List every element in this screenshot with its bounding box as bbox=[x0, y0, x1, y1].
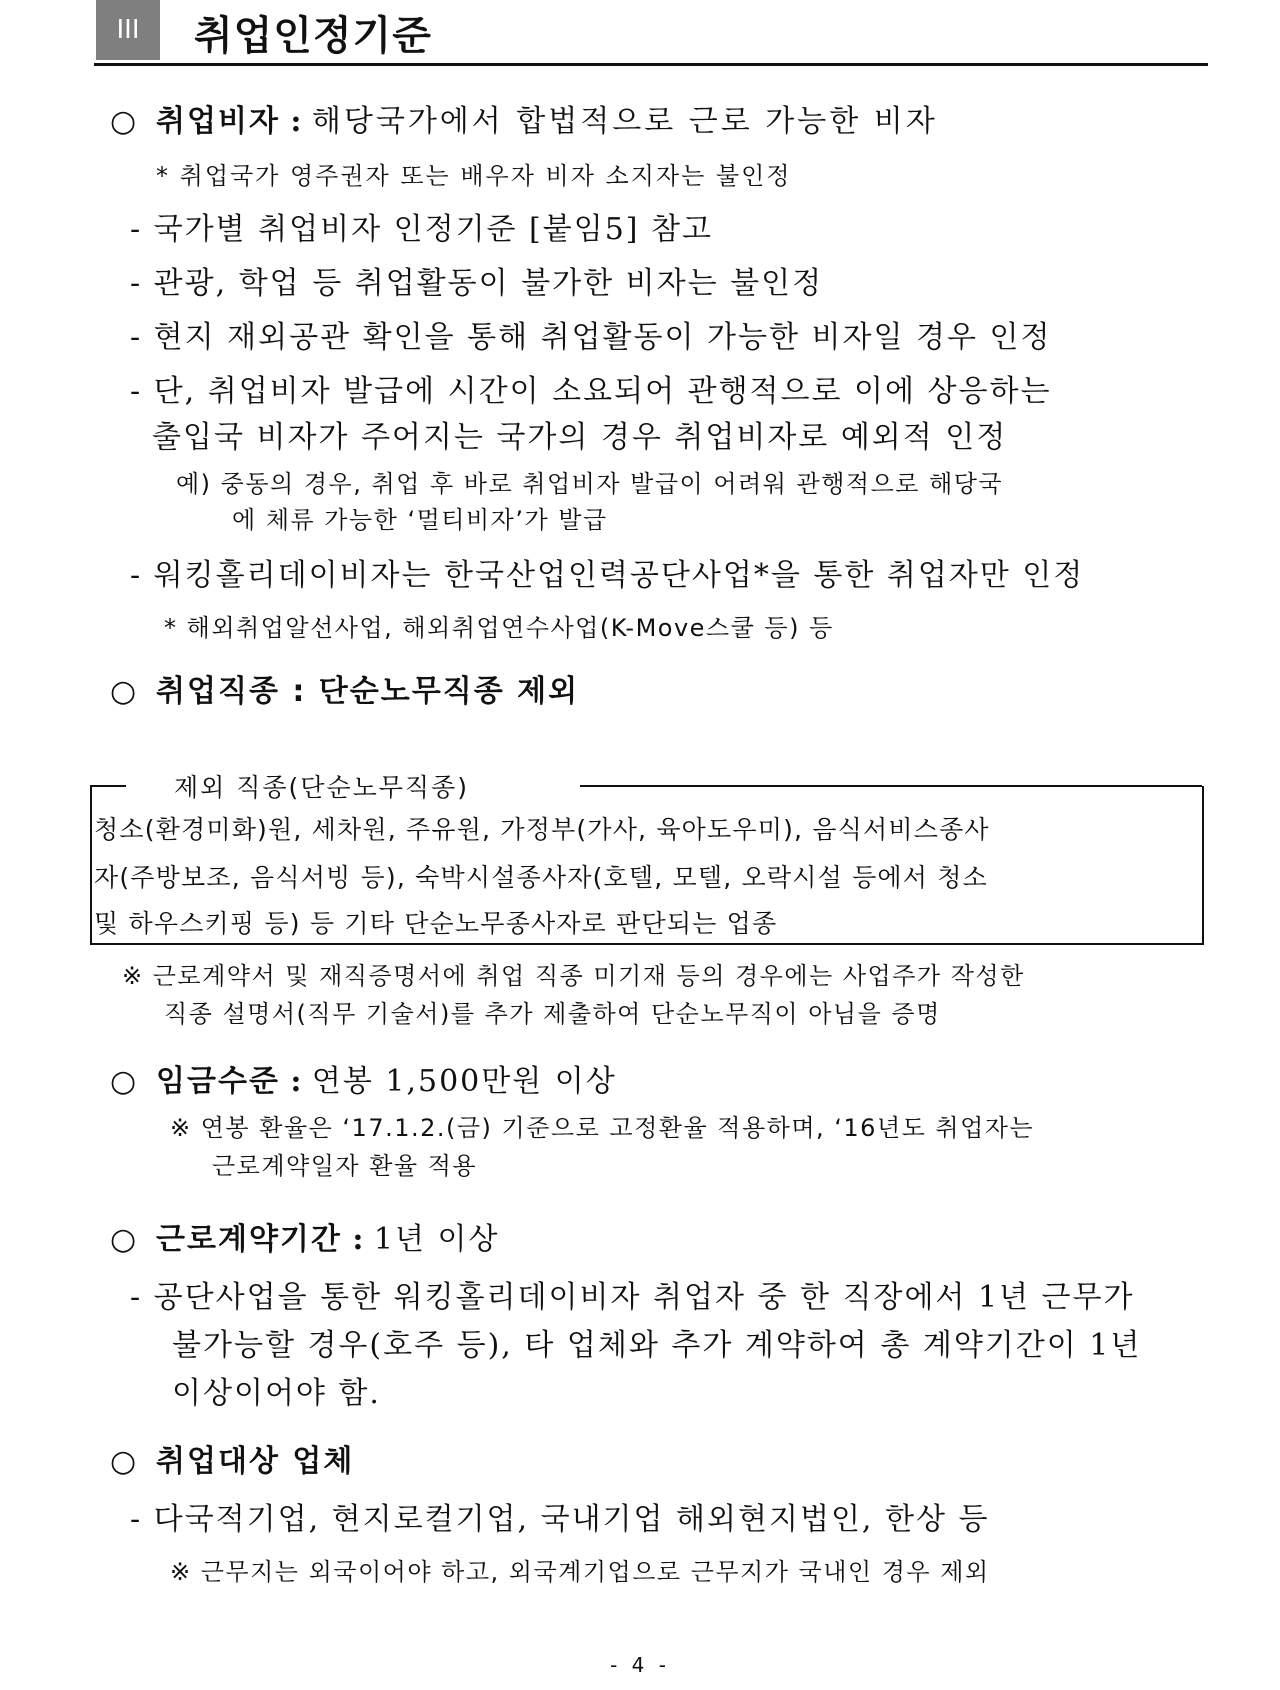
job-heading: 취업직종 : 단순노무직종 제외 bbox=[156, 674, 580, 709]
wage-note-line-2: 근로계약일자 환율 적용 bbox=[212, 1152, 478, 1180]
wage-note-line-1: ※ 연봉 환율은 ‘17.1.2.(금) 기준으로 고정환율 적용하며, ‘16년도 취업자는 bbox=[170, 1114, 1035, 1142]
wage-heading: 임금수준 bbox=[156, 1064, 280, 1099]
section-number: III bbox=[116, 15, 140, 45]
visa-example-line-2: 에 체류 가능한 ‘멀티비자’가 발급 bbox=[232, 506, 608, 534]
excluded-jobs-box-title: 제외 직종(단순노무직종) bbox=[174, 773, 469, 802]
box-top-border-right bbox=[580, 785, 1202, 787]
job-heading-line bbox=[110, 666, 579, 710]
excluded-jobs-line-3: 및 하우스키핑 등) 등 기타 단순노무종사자로 판단되는 업종 bbox=[94, 909, 778, 938]
circle-bullet-icon: ○ bbox=[110, 674, 137, 709]
circle-bullet-icon: ○ bbox=[110, 1444, 137, 1479]
circle-bullet-icon: ○ bbox=[110, 1222, 137, 1257]
excluded-jobs-line-1: 청소(환경미화)원, 세차원, 주유원, 가정부(가사, 육아도우미), 음식서비스종사 bbox=[94, 815, 990, 844]
visa-dash-4-line-1: - 단, 취업비자 발급에 시간이 소요되어 관행적으로 이에 상응하는 bbox=[130, 374, 1052, 409]
visa-dash-3: - 현지 재외공관 확인을 통해 취업활동이 가능한 비자일 경우 인정 bbox=[130, 320, 1052, 355]
contract-description: 1년 이상 bbox=[373, 1222, 500, 1257]
contract-colon: : bbox=[341, 1222, 374, 1257]
visa-note-1: * 취업국가 영주권자 또는 배우자 비자 소지자는 불인정 bbox=[156, 162, 792, 190]
visa-description: 해당국가에서 합법적으로 근로 가능한 비자 bbox=[311, 104, 938, 139]
section-number-box bbox=[96, 0, 160, 60]
company-dash: - 다국적기업, 현지로컬기업, 국내기업 해외현지법인, 한상 등 bbox=[130, 1502, 990, 1537]
circle-bullet-icon: ○ bbox=[110, 104, 137, 139]
contract-dash-line-2: 불가능할 경우(호주 등), 타 업체와 추가 계약하여 총 계약기간이 1년 bbox=[172, 1328, 1142, 1363]
excluded-jobs-line-2: 자(주방보조, 음식서빙 등), 숙박시설종사자(호텔, 모텔, 오락시설 등에서 청소 bbox=[94, 863, 988, 892]
section-title: 취업인정기준 bbox=[194, 13, 432, 59]
job-note-line-2: 직종 설명서(직무 기술서)를 추가 제출하여 단순노무직이 아님을 증명 bbox=[164, 1000, 941, 1028]
wage-colon: : bbox=[279, 1064, 312, 1099]
contract-dash-line-3: 이상이어야 함. bbox=[172, 1376, 381, 1411]
box-top-border-left bbox=[90, 785, 126, 787]
visa-dash-1: - 국가별 취업비자 인정기준 [붙임5] 참고 bbox=[130, 212, 714, 247]
contract-heading: 근로계약기간 bbox=[156, 1222, 342, 1257]
visa-heading: 취업비자 bbox=[156, 104, 280, 139]
page-number: - 4 - bbox=[610, 1653, 670, 1677]
visa-dash-5: - 워킹홀리데이비자는 한국산업인력공단사업*을 통한 취업자만 인정 bbox=[130, 558, 1085, 593]
visa-heading-line bbox=[110, 96, 938, 140]
title-underline bbox=[94, 63, 1208, 66]
circle-bullet-icon: ○ bbox=[110, 1064, 137, 1099]
visa-example-line-1: 예) 중동의 경우, 취업 후 바로 취업비자 발급이 어려워 관행적으로 해당국 bbox=[176, 470, 1004, 498]
job-note-line-1: ※ 근로계약서 및 재직증명서에 취업 직종 미기재 등의 경우에는 사업주가 작성한 bbox=[122, 962, 1025, 990]
visa-dash-2: - 관광, 학업 등 취업활동이 불가한 비자는 불인정 bbox=[130, 266, 824, 301]
company-heading-line bbox=[110, 1436, 354, 1480]
wage-heading-line bbox=[110, 1056, 617, 1100]
visa-note-2: * 해외취업알선사업, 해외취업연수사업(K-Move스쿨 등) 등 bbox=[164, 614, 834, 642]
visa-dash-4-line-2: 출입국 비자가 주어지는 국가의 경우 취업비자로 예외적 인정 bbox=[152, 420, 1008, 455]
contract-dash-line-1: - 공단사업을 통한 워킹홀리데이비자 취업자 중 한 직장에서 1년 근무가 bbox=[130, 1280, 1135, 1315]
company-heading: 취업대상 업체 bbox=[156, 1444, 355, 1479]
visa-colon: : bbox=[279, 104, 312, 139]
wage-description: 연봉 1,500만원 이상 bbox=[311, 1064, 617, 1099]
company-note: ※ 근무지는 외국이어야 하고, 외국계기업으로 근무지가 국내인 경우 제외 bbox=[170, 1558, 990, 1586]
contract-heading-line bbox=[110, 1214, 499, 1258]
